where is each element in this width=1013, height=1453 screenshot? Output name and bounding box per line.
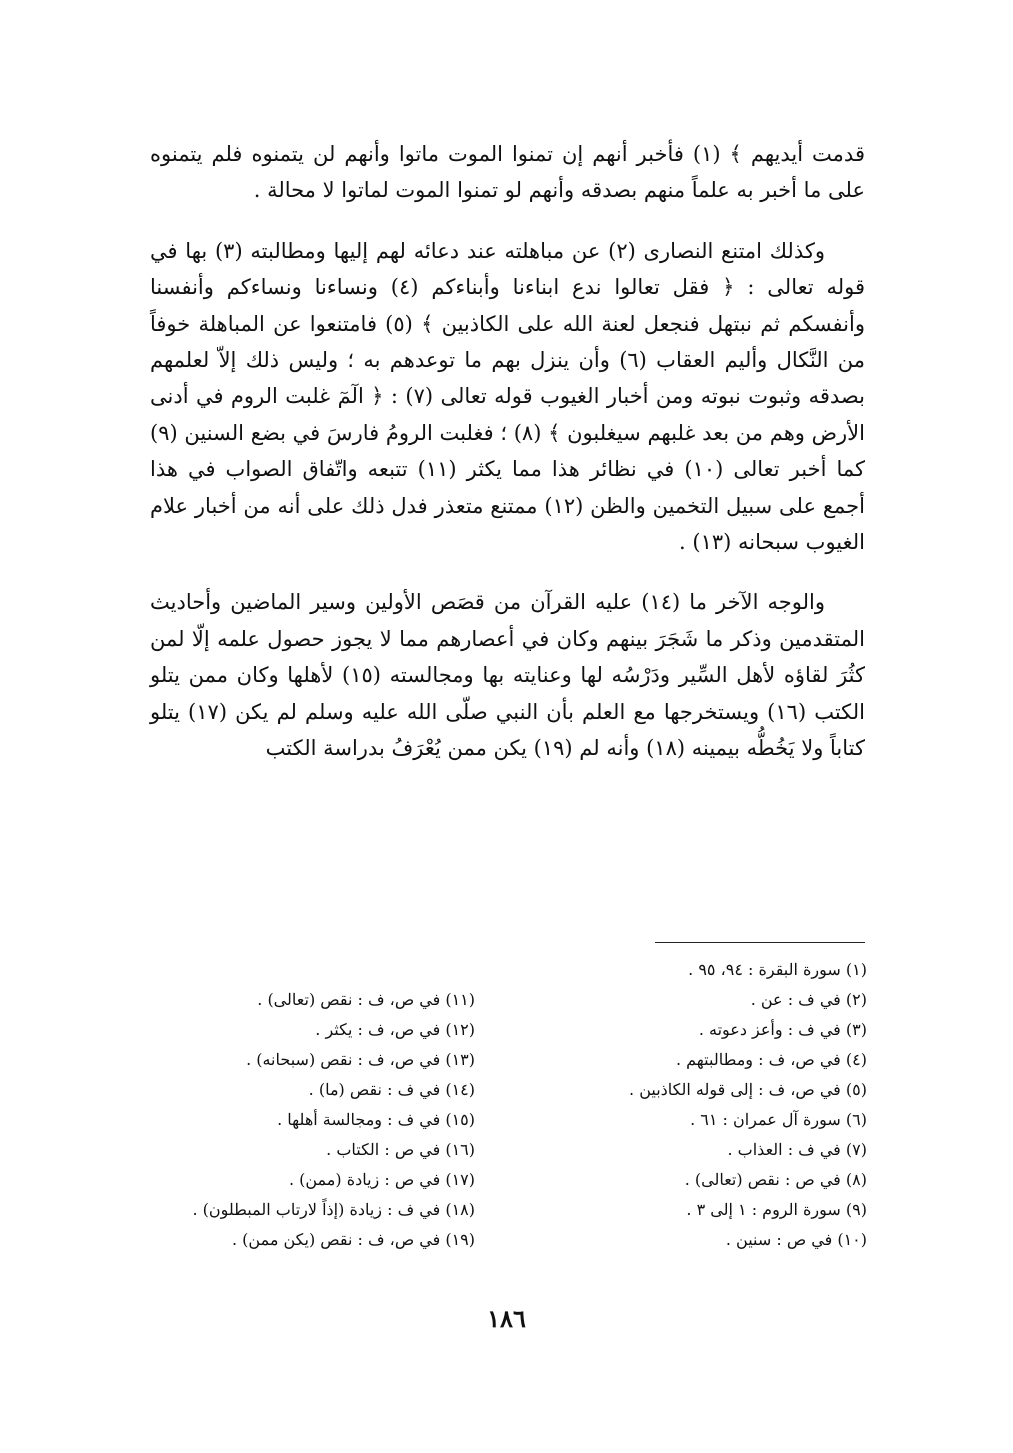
footnote: (٧) في ف : العذاب .	[727, 1140, 867, 1159]
footnote: (٤) في ص، ف : ومطالبتهم .	[675, 1050, 867, 1069]
footnote: (٨) في ص : نقص (تعالى) .	[684, 1170, 867, 1189]
footnote: (١٣) في ص، ف : نقص (سبحانه) .	[246, 1050, 475, 1069]
paragraph-1: قدمت أيديهم ﴾ (١) فأخبر أنهم إن تمنوا الموت ماتوا وأنهم لن يتمنوه فلم يتمنوه على ما أخبر به علماً منهم بصدقه وأنهم لو تمنوا الموت لماتوا لا محالة .	[150, 142, 865, 203]
footnote: (١٢) في ص، ف : يكثر .	[315, 1020, 475, 1039]
footnote: (٩) سورة الروم : ١ إلى ٣ .	[686, 1200, 867, 1219]
footnote: (١٠) في ص : سنين .	[725, 1230, 867, 1249]
footnote: (٦) سورة آل عمران : ٦١ .	[690, 1110, 867, 1129]
footnote: (١٥) في ف : ومجالسة أهلها .	[277, 1110, 475, 1129]
footnote: (١٨) في ف : زيادة (إذاً لارتاب المبطلون) .	[192, 1200, 475, 1219]
paragraph-2: وكذلك امتنع النصارى (٢) عن مباهلته عند دعائه لهم إليها ومطالبته (٣) بها في قوله تعالى : ﴿ فقل تعالوا ندع ابناءنا وأبناءكم (٤) ونساءنا ونساءكم وأنفسنا وأنفسكم ثم نبتهل فنجعل لعنة الله على الكاذبين ﴾ (٥) فامتنعوا عن المباهلة خوفاً من النَّكال وأليم العقاب (٦) وأن ينزل بهم ما توعدهم به ؛ وليس ذلك إلاّ لعلمهم بصدقه وثبوت نبوته ومن أخبار الغيوب قوله تعالى (٧) : ﴿ الٓمٓ غلبت الروم في أدنى الأرض وهم من بعد غلبهم سيغلبون ﴾ (٨) ؛ فغلبت الرومُ فارسَ في بضع السنين (٩) كما أخبر تعالى (١٠) في نظائر هذا مما يكثر (١١) تتبعه واتّفاق الصواب في هذا أجمع على سبيل التخمين والظن (١٢) ممتنع متعذر فدل ذلك على أنه من أخبار علام الغيوب سبحانه (١٣) .	[150, 238, 866, 555]
footnote-separator	[655, 942, 865, 943]
footnote: (٢) في ف : عن .	[750, 990, 867, 1009]
main-text	[150, 136, 865, 791]
footnote: (١٦) في ص : الكتاب .	[326, 1140, 475, 1159]
footnote: (٥) في ص، ف : إلى قوله الكاذبين .	[629, 1080, 867, 1099]
footnote: (١) سورة البقرة : ٩٤، ٩٥ .	[688, 960, 867, 979]
footnote: (٣) في ف : وأعز دعوته .	[698, 1020, 867, 1039]
footnotes-column-right	[517, 955, 867, 1255]
paragraph-3: والوجه الآخر ما (١٤) عليه القرآن من قصَص الأولين وسير الماضين وأحاديث المتقدمين وذكر ما شَجَرَ بينهم وكان في أعصارهم مما لا يجوز حصول علمه إلّا لمن كثُرَ لقاؤه لأهل السِّير ودَرْسُه لها وعنايته بها ومجالسته (١٥) لأهلها وكان ممن يتلو الكتب (١٦) ويستخرجها مع العلم بأن النبي صلّى الله عليه وسلم لم يكن (١٧) يتلو كتاباً ولا يَخُطُّه بيمينه (١٨) وأنه لم (١٩) يكن ممن يُعْرَفُ بدراسة الكتب	[150, 590, 865, 761]
footnotes-column-left	[155, 985, 475, 1255]
footnote: (١٧) في ص : زيادة (ممن) .	[288, 1170, 475, 1189]
footnote: (١١) في ص، ف : نقص (تعالى) .	[257, 990, 475, 1009]
footnote: (١٩) في ص، ف : نقص (يكن ممن) .	[231, 1230, 475, 1249]
page-number: ١٨٦	[487, 1304, 526, 1333]
footnote: (١٤) في ف : نقص (ما) .	[308, 1080, 475, 1099]
